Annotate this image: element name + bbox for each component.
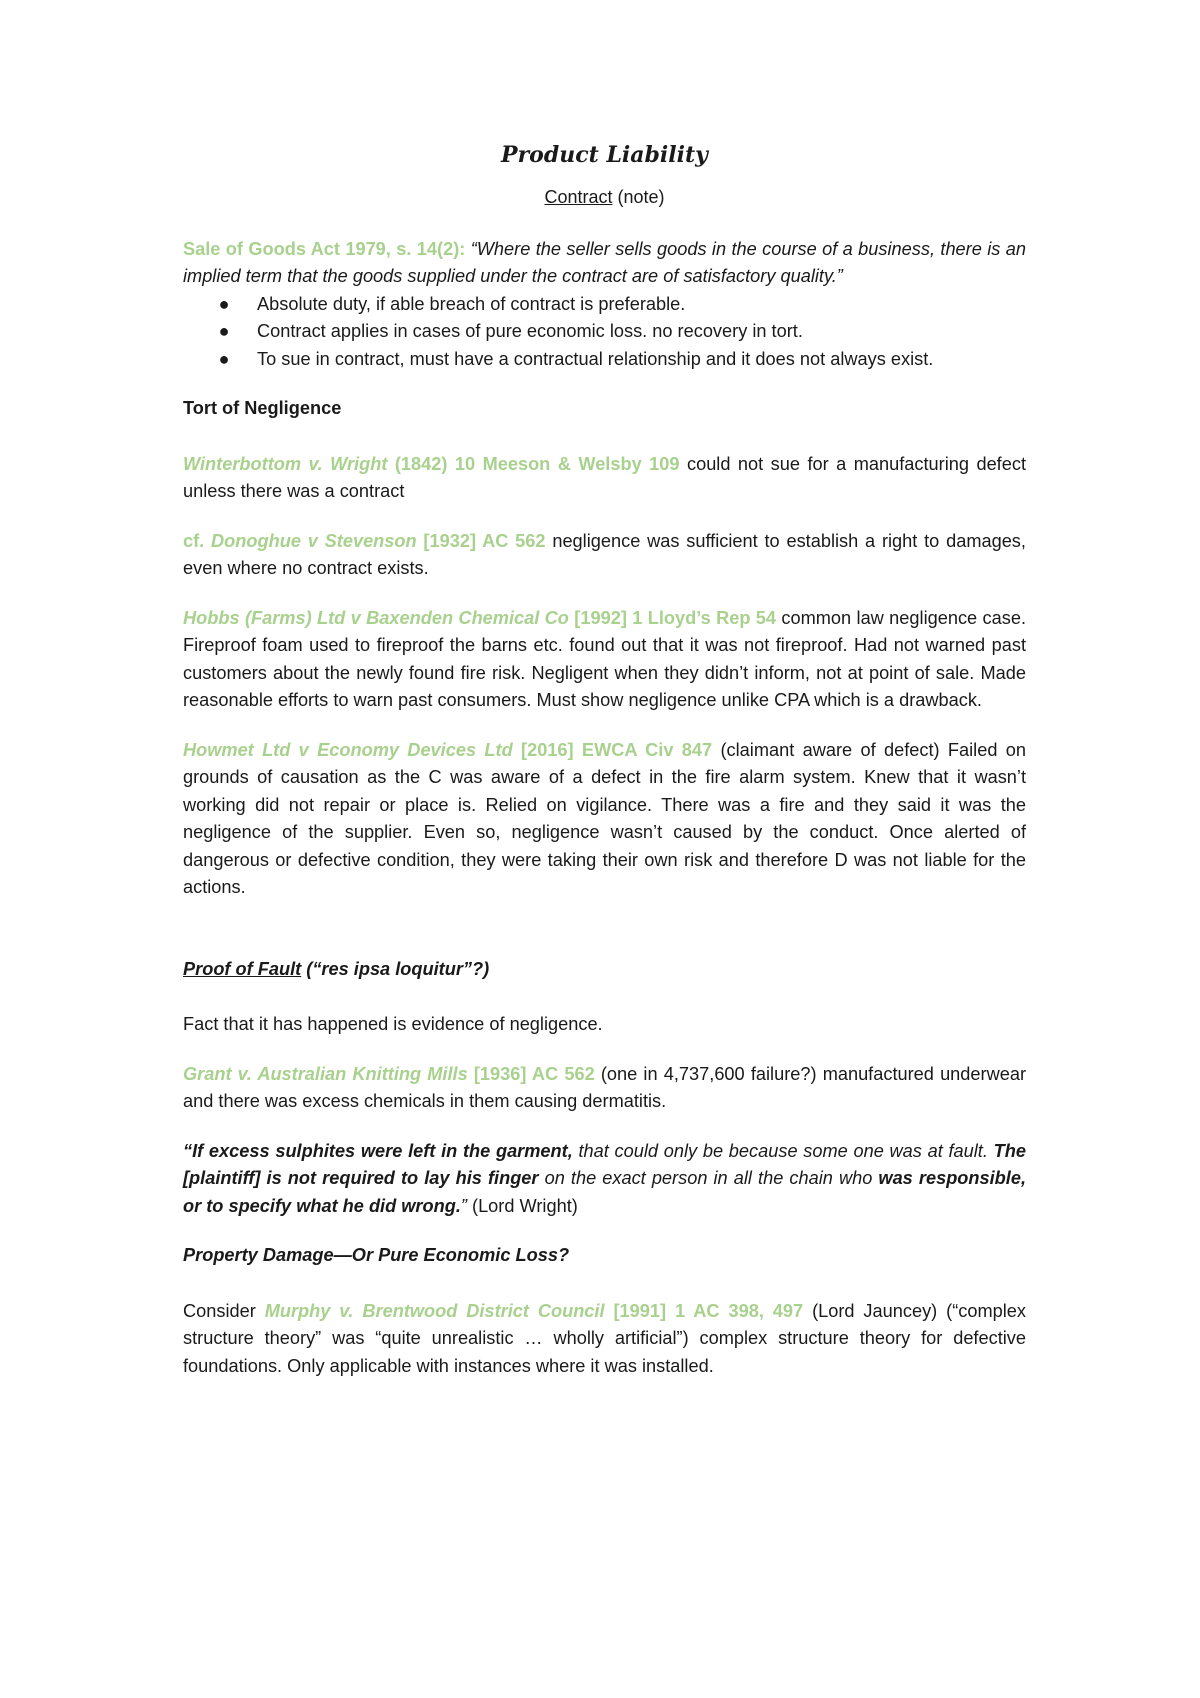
bullet-icon: ● (218, 293, 230, 314)
document-body (183, 140, 1026, 1380)
case-name: Hobbs (Farms) Ltd v Baxenden Chemical Co (183, 607, 569, 628)
case-donoghue (183, 528, 1026, 583)
subtitle (183, 184, 1026, 212)
case-name: Grant v. Australian Knitting Mills (183, 1063, 468, 1084)
case-winterbottom (183, 451, 1026, 506)
case-cite: [2016] EWCA Civ 847 (521, 739, 713, 760)
bullet-icon: ● (218, 321, 230, 341)
case-cite: [1991] 1 AC 398, 497 (613, 1300, 804, 1321)
contract-bullet-list (183, 291, 1026, 374)
proof-text: Fact that it has happened is evidence of negligence. (183, 1014, 603, 1034)
page-title: Product Liability (501, 142, 708, 168)
case-cite: [1932] AC 562 (423, 530, 546, 551)
lord-wright-quote: “If excess sulphites were left in the garment, that could only be because some one was at fault. The [plaintiff] is not required to lay his finger on the exact person in all the chain who was responsible, or to specify what he did wrong.” (Lord Wright) (183, 1140, 1027, 1216)
case-text: common law negligence case. Fireproof foam used to fireproof the barns etc. found out that it was not fireproof. Had not warned past customers about the newly found fire risk. Negligent when they didn’t inform, not at point of sale. Made reasonable efforts to warn past consumers. Must show negligence unlike CPA which is a drawback. (183, 607, 1027, 710)
subtitle-contract: Contract (544, 187, 613, 207)
case-text: could not sue for a manufacturing defect unless there was a contract (183, 453, 1026, 501)
case-hobbs (183, 605, 1026, 715)
case-text: (claimant aware of defect) Failed on grounds of causation as the C was aware of a defect in the fire alarm system. Knew that it wasn’t working did not repair or place is. Relied on vigilance. There was a fire and they said it was the negligence of the supplier. Even so, negligence wasn’t caused by the conduct. Once alerted of dangerous or defective condition, they were taking their own risk and therefore D was not liable for the actions. (183, 739, 1026, 897)
case-howmet (183, 737, 1026, 902)
case-text: (one in 4,737,600 failure?) manufactured underwear and there was excess chemicals in them causing dermatitis. (183, 1063, 1027, 1111)
case-grant (183, 1061, 1026, 1116)
case-cite: [1936] AC 562 (473, 1063, 595, 1084)
case-cite: (1842) 10 Meeson & Welsby 109 (394, 453, 680, 474)
case-text: (Lord Jauncey) (“complex structure theory” was “quite unrealistic … wholly artificial”) complex structure theory for defective foundations. Only applicable with instances where it was installed. (183, 1300, 1026, 1376)
case-text: negligence was sufficient to establish a right to damages, even where no contract exists. (183, 530, 1026, 578)
case-name: Donoghue v Stevenson (211, 530, 417, 551)
case-murphy (183, 1298, 1026, 1381)
bullet-icon: ● (218, 348, 230, 369)
heading-tort-of-negligence: Tort of Negligence (183, 398, 342, 418)
list-item: ● Contract applies in cases of pure economic loss. no recovery in tort. (216, 318, 1026, 346)
list-item: ● Absolute duty, if able breach of contract is preferable. (216, 291, 1026, 319)
statute-paragraph (183, 236, 1026, 291)
subtitle-note: (note) (617, 187, 665, 207)
quote-attribution: (Lord Wright) (472, 1195, 578, 1216)
case-prefix: Consider (183, 1300, 256, 1321)
case-name: Howmet Ltd v Economy Devices Ltd (183, 739, 513, 760)
case-name: Murphy v. Brentwood District Council (264, 1300, 605, 1321)
case-cite: [1992] 1 Lloyd’s Rep 54 (574, 607, 777, 628)
statute-quote: “Where the seller sells goods in the course of a business, there is an implied term that the goods supplied under the contract are of satisfactory quality.” (183, 238, 1026, 286)
case-prefix: cf. (183, 530, 205, 551)
heading-property-damage: Property Damage—Or Pure Economic Loss? (183, 1245, 570, 1265)
list-item: ● To sue in contract, must have a contractual relationship and it does not always exist. (216, 346, 1026, 374)
heading-proof-of-fault: Proof of Fault (“res ipsa loquitur”?) (183, 958, 490, 979)
case-name: Winterbottom v. Wright (183, 453, 388, 474)
statute-cite: Sale of Goods Act 1979, s. 14(2): (183, 238, 466, 259)
